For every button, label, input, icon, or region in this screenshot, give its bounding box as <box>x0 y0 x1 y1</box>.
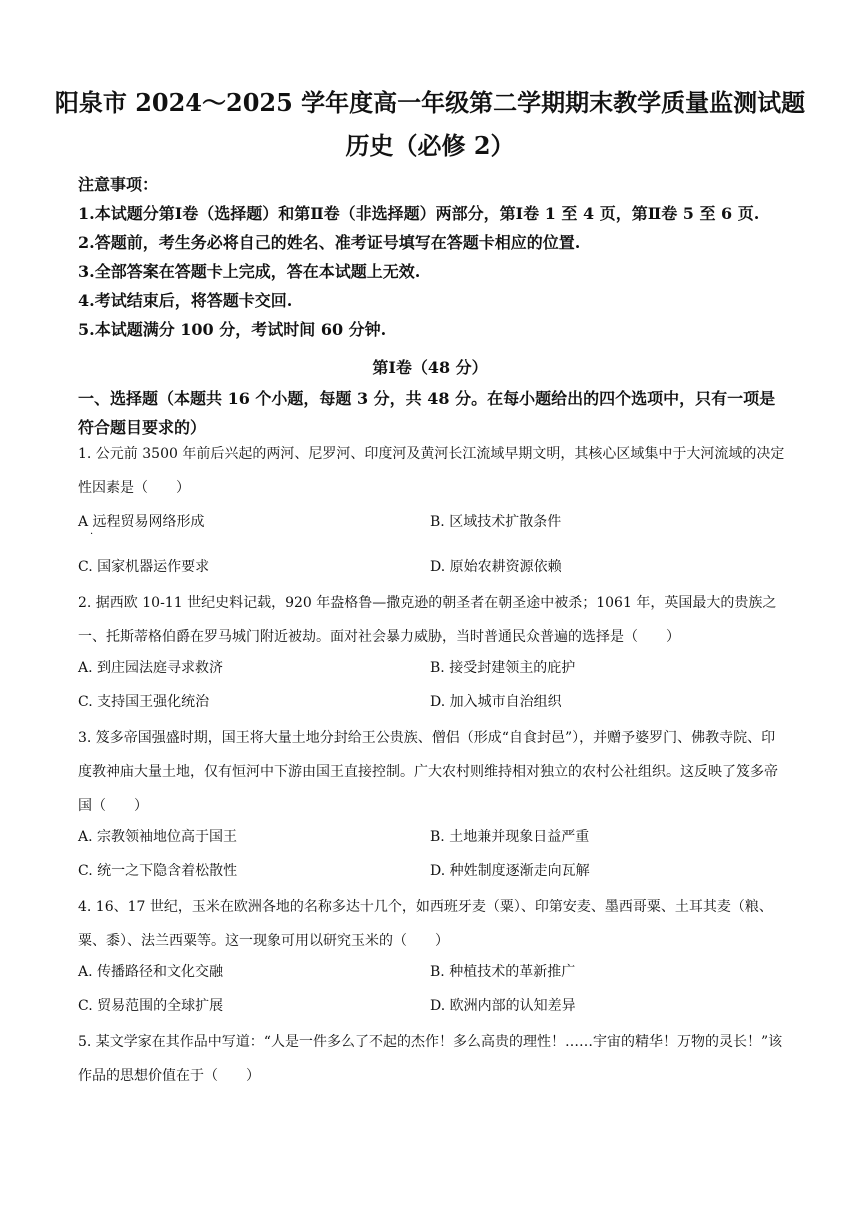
notice-item-2: 2.答题前，考生务必将自己的姓名、准考证号填写在答题卡相应的位置. <box>78 233 581 252</box>
section-title: 第Ⅰ卷（48 分） <box>372 358 488 377</box>
exam-subtitle: 历史（必修 2） <box>345 131 515 160</box>
notice-item-1: 1.本试题分第Ⅰ卷（选择题）和第Ⅱ卷（非选择题）两部分，第Ⅰ卷 1 至 4 页，第Ⅱ卷 5 至 6 页. <box>78 204 760 223</box>
question-1-stem: 1. 公元前 3500 年前后兴起的两河、尼罗河、印度河及黄河长江流域早期文明，其核心区域集中于大河流域的决定性因素是（ ） <box>78 446 785 496</box>
question-5-stem: 5. 某文学家在其作品中写道：“人是一件多么了不起的杰作！多么高贵的理性！……宇宙的精华！万物的灵长！”该作品的思想价值在于（ ） <box>78 1034 783 1084</box>
question-1-option-b: B. 区域技术扩散条件 <box>430 514 562 530</box>
question-4-option-d: D. 欧洲内部的认知差异 <box>430 998 576 1014</box>
question-2-option-a: A. 到庄园法庭寻求救济 <box>78 660 224 676</box>
question-4-option-a: A. 传播路径和文化交融 <box>78 964 224 980</box>
question-3-option-c: C. 统一之下隐含着松散性 <box>78 863 238 879</box>
question-3-stem: 3. 笈多帝国强盛时期，国王将大量土地分封给王公贵族、僧侣（形成“自食封邑”），并赠予婆罗门、佛教寺院、印度教神庙大量土地，仅有恒河中下游由国王直接控制。广大农村则维持相对独立的农村公社组织。这反映了笈多帝国（ ） <box>78 730 778 814</box>
question-1-option-a: A 远程贸易网络形成 <box>78 514 205 530</box>
exam-title: 阳泉市 2024～2025 学年度高一年级第二学期期末教学质量监测试题 <box>54 88 806 117</box>
question-4-option-b: B. 种植技术的革新推广 <box>430 964 576 980</box>
question-4-stem: 4. 16、17 世纪，玉米在欧洲各地的名称多达十几个，如西班牙麦（粟）、印第安麦、墨西哥粟、土耳其麦（粮、粟、黍）、法兰西粟等。这一现象可用以研究玉米的（ ） <box>78 899 773 949</box>
question-3-option-a: A. 宗教领袖地位高于国王 <box>78 829 238 845</box>
stray-dot-mark: · <box>90 529 94 540</box>
question-3-option-b: B. 土地兼并现象日益严重 <box>430 829 590 845</box>
question-1-option-d: D. 原始农耕资源依赖 <box>430 559 562 575</box>
question-1-option-c: C. 国家机器运作要求 <box>78 559 210 575</box>
section-heading: 一、选择题（本题共 16 个小题，每题 3 分，共 48 分。在每小题给出的四个选项中，只有一项是符合题目要求的） <box>78 389 776 437</box>
notice-item-5: 5.本试题满分 100 分，考试时间 60 分钟. <box>78 320 387 339</box>
notice-item-4: 4.考试结束后，将答题卡交回. <box>78 291 293 310</box>
question-3-option-d: D. 种姓制度逐渐走向瓦解 <box>430 863 590 879</box>
question-2-stem: 2. 据西欧 10-11 世纪史料记载，920 年盎格鲁—撒克逊的朝圣者在朝圣途中被杀；1061 年，英国最大的贵族之一、托斯蒂格伯爵在罗马城门附近被劫。面对社会暴力威胁，当时普通民众普遍的选择是（ ） <box>78 595 777 645</box>
question-2-option-d: D. 加入城市自治组织 <box>430 694 562 710</box>
question-4-option-c: C. 贸易范围的全球扩展 <box>78 998 224 1014</box>
question-2-option-b: B. 接受封建领主的庇护 <box>430 660 576 676</box>
notice-item-3: 3.全部答案在答题卡上完成，答在本试题上无效. <box>78 262 421 281</box>
question-2-option-c: C. 支持国王强化统治 <box>78 694 210 710</box>
notice-heading: 注意事项： <box>78 175 159 194</box>
notice-block <box>78 170 790 344</box>
